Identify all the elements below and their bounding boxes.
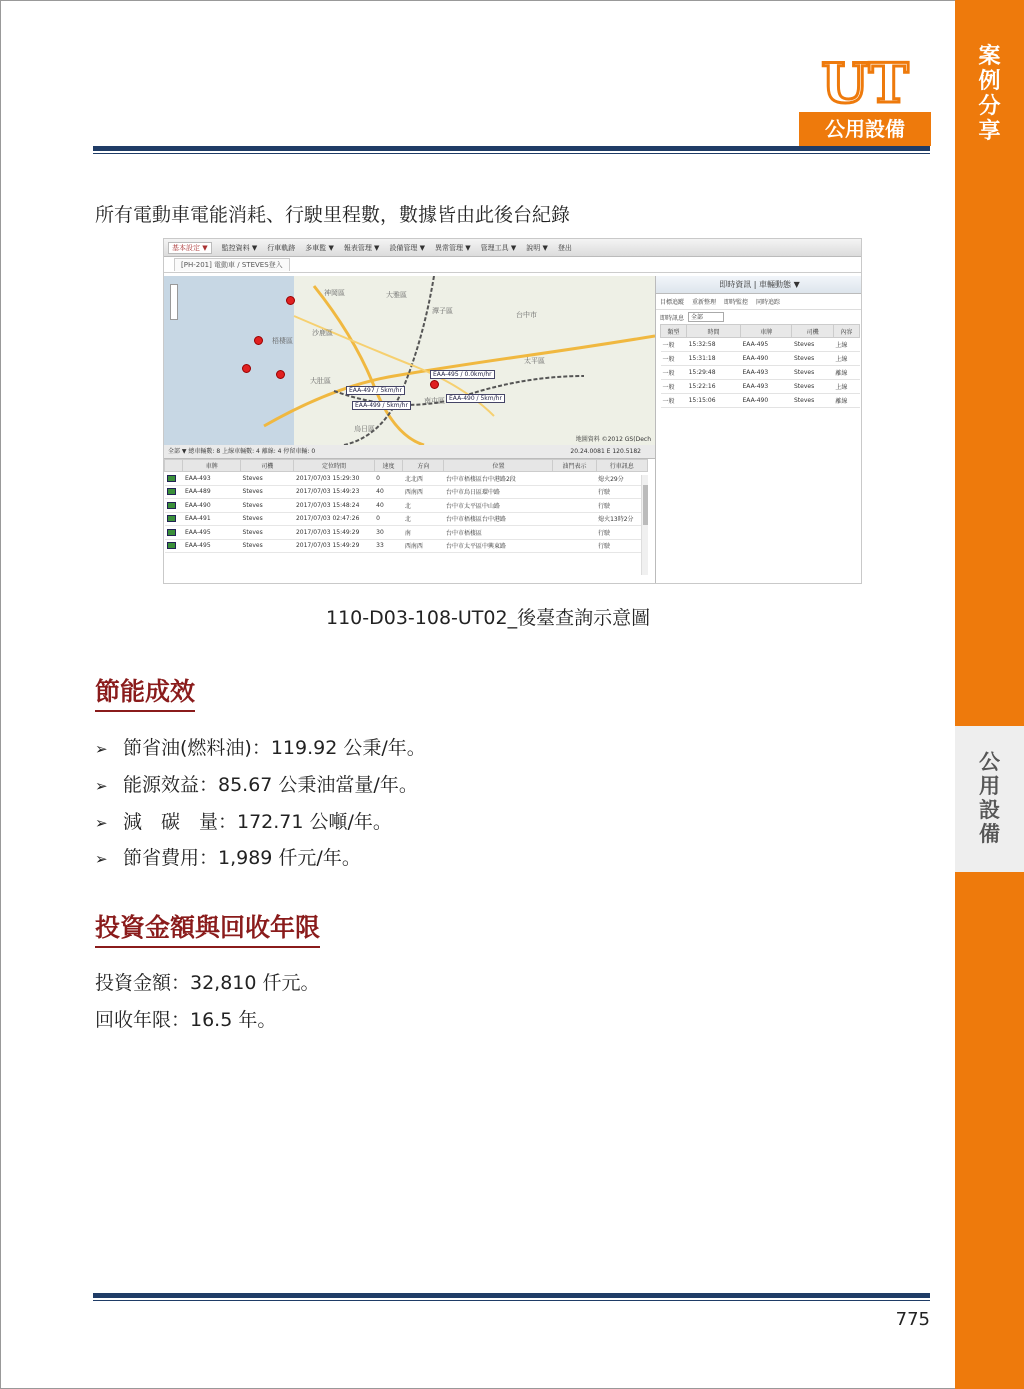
cell: 行駛: [596, 526, 647, 540]
cell: 一般: [661, 338, 687, 352]
cell: Steves: [241, 512, 294, 526]
menu-item[interactable]: 多車監 ▼: [305, 243, 334, 252]
list-item: [95, 807, 392, 834]
menu-item[interactable]: 報表管理 ▼: [343, 243, 380, 252]
cell: [553, 512, 596, 526]
cell: 行駛: [596, 499, 647, 513]
vehicle-icon: [167, 542, 176, 549]
list-item: [95, 843, 361, 870]
cell: Steves: [241, 526, 294, 540]
cell: 離線: [833, 394, 859, 408]
realtime-toolbar: [656, 294, 862, 310]
arrow-bullet-icon: ➢: [95, 740, 108, 758]
cell: EAA-495: [741, 338, 792, 352]
cell: 40: [374, 499, 403, 513]
map-label: 烏日區: [354, 425, 375, 433]
cursor-coordinates: 20.24.0081 E 120.5182: [570, 448, 641, 455]
vehicle-icon: [167, 502, 176, 509]
list-status-bar: [164, 445, 655, 459]
map-pin[interactable]: [242, 364, 251, 373]
column-header[interactable]: 時間: [687, 325, 741, 338]
ut-logo: [803, 56, 927, 110]
table-row[interactable]: [165, 526, 648, 540]
menu-item[interactable]: 行車軌跡: [267, 243, 296, 252]
logo-text: UT: [821, 56, 909, 110]
cell: 2017/07/03 15:48:24: [294, 499, 374, 513]
cell: Steves: [792, 394, 833, 408]
cell: 0: [374, 472, 403, 486]
figure-caption: 110-D03-108-UT02_後臺查詢示意圖: [326, 607, 651, 629]
menu-item[interactable]: 異常管理 ▼: [435, 243, 471, 252]
menu-item[interactable]: 管理工具 ▼: [480, 243, 517, 252]
cell: EAA-489: [183, 485, 241, 499]
cell: 北: [403, 512, 444, 526]
sidebar-char: 備: [979, 822, 1000, 846]
cell: 15:22:16: [687, 380, 741, 394]
intro-text: 所有電動車電能消耗、行駛里程數，數據皆由此後台紀錄: [95, 204, 571, 226]
map-roads: [164, 276, 655, 445]
vehicle-marker[interactable]: EAA-490 / 5km/hr: [446, 394, 505, 403]
cell: 2017/07/03 15:29:30: [294, 472, 374, 486]
menu-item[interactable]: 基本設定 ▼: [168, 242, 212, 254]
map-pin[interactable]: [276, 370, 285, 379]
section-title-investment: 投資金額與回收年限: [95, 908, 320, 948]
cell: [553, 472, 596, 486]
cell: 離線: [833, 366, 859, 380]
table-row[interactable]: [165, 499, 648, 513]
cell: 台中市梧棲區台中港路: [444, 512, 553, 526]
header-rule: [93, 146, 930, 151]
map-label: 沙鹿區: [312, 329, 333, 337]
cell: 熄火29分: [596, 472, 647, 486]
cell: 西南西: [403, 485, 444, 499]
arrow-bullet-icon: ➢: [95, 814, 108, 832]
menu-item[interactable]: 登出: [557, 243, 572, 252]
cell: EAA-495: [183, 539, 241, 553]
investment-amount: 投資金額：32,810 仟元。: [95, 972, 320, 994]
map-label: 南屯區: [424, 397, 445, 405]
category-badge: 公用設備: [799, 112, 931, 146]
menu-item[interactable]: 監控資料 ▼: [221, 243, 258, 252]
cell: 台中市梧棲區台中港路2段: [444, 472, 553, 486]
realtime-table: [660, 324, 860, 408]
column-header[interactable]: 速度: [374, 460, 403, 472]
cell: EAA-493: [741, 366, 792, 380]
column-header[interactable]: 位置: [444, 460, 553, 472]
header-rule-thin: [93, 153, 930, 154]
cell: 熄火13時2分: [596, 512, 647, 526]
column-header: [165, 460, 183, 472]
cell: 北: [403, 499, 444, 513]
column-header[interactable]: 定位時間: [294, 460, 374, 472]
map-label: 梧棲區: [272, 337, 293, 345]
arrow-bullet-icon: ➢: [95, 850, 108, 868]
map-label: 太平區: [524, 357, 545, 365]
list-summary: 全部 ▼ 總車輛數: 8 上線車輛數: 4 離線: 4 停留車輛: 0: [168, 448, 316, 455]
scroll-thumb[interactable]: [643, 485, 648, 525]
cell: [553, 539, 596, 553]
map-pin[interactable]: [430, 380, 439, 389]
bullet-text: 節省油(燃料油)：119.92 公秉/年。: [123, 737, 426, 759]
cell: 台中市烏日區環中路: [444, 485, 553, 499]
map-pin[interactable]: [286, 296, 295, 305]
sidebar-char: 設: [979, 798, 1000, 822]
table-row[interactable]: [661, 380, 860, 394]
table-row[interactable]: [661, 338, 860, 352]
column-header[interactable]: 類型: [661, 325, 687, 338]
sidebar-char: 分: [978, 94, 1001, 119]
table-row[interactable]: [165, 539, 648, 553]
realtime-panel: [655, 276, 862, 584]
cell: 上線: [833, 338, 859, 352]
cell: 上線: [833, 380, 859, 394]
table-row[interactable]: [165, 485, 648, 499]
column-header[interactable]: 司機: [241, 460, 294, 472]
section-title-savings: 節能成效: [95, 672, 195, 712]
cell: EAA-493: [741, 380, 792, 394]
cell: Steves: [792, 380, 833, 394]
cell: Steves: [241, 499, 294, 513]
cell: 一般: [661, 366, 687, 380]
arrow-bullet-icon: ➢: [95, 777, 108, 795]
app-tab[interactable]: [PH-201] 電動車 / STEVES登入: [174, 258, 290, 271]
table-row[interactable]: [661, 366, 860, 380]
column-header[interactable]: 車牌: [183, 460, 241, 472]
column-header[interactable]: 車牌: [741, 325, 792, 338]
map-pin[interactable]: [254, 336, 263, 345]
list-item: [95, 733, 426, 760]
vehicle-marker[interactable]: EAA-499 / 5km/hr: [352, 401, 411, 410]
toolbar-button[interactable]: 目標追蹤: [660, 299, 685, 306]
cell: EAA-490: [183, 499, 241, 513]
cell: EAA-495: [183, 526, 241, 540]
cell: 南: [403, 526, 444, 540]
map-view[interactable]: [164, 276, 655, 445]
map-label: 神岡區: [324, 289, 345, 297]
table-row[interactable]: [165, 472, 648, 486]
cell: 一般: [661, 394, 687, 408]
map-label: 台中市: [516, 311, 537, 319]
filter-select[interactable]: 全部: [688, 312, 724, 322]
toolbar-button[interactable]: 即時監控: [724, 299, 749, 306]
list-item: [95, 770, 418, 797]
cell: 30: [374, 526, 403, 540]
cell: EAA-491: [183, 512, 241, 526]
sidebar-char: 案: [978, 44, 1001, 69]
cell: Steves: [241, 472, 294, 486]
cell: 台中市梧棲區: [444, 526, 553, 540]
map-label: 大肚區: [310, 377, 331, 385]
table-row[interactable]: [661, 352, 860, 366]
column-header[interactable]: 方向: [403, 460, 444, 472]
vehicle-icon: [167, 529, 176, 536]
footer-rule: [93, 1293, 930, 1298]
cell: EAA-493: [183, 472, 241, 486]
realtime-filter: [656, 310, 862, 324]
cell: 一般: [661, 352, 687, 366]
toolbar-button[interactable]: 重新整理: [692, 299, 717, 306]
vehicle-icon: [167, 488, 176, 495]
app-tab-strip: [164, 257, 861, 273]
vehicle-marker[interactable]: EAA-497 / 5km/hr: [346, 386, 405, 395]
cell: 33: [374, 539, 403, 553]
cell: 台中市太平區中興東路: [444, 539, 553, 553]
cell: 2017/07/03 15:49:29: [294, 526, 374, 540]
vehicle-marker[interactable]: EAA-495 / 0.0km/hr: [430, 370, 495, 379]
cell: 一般: [661, 380, 687, 394]
cell: 2017/07/03 15:49:29: [294, 539, 374, 553]
bullet-text: 減 碳 量：172.71 公噸/年。: [123, 811, 392, 833]
backend-screenshot: [163, 238, 862, 584]
cell: 2017/07/03 15:49:23: [294, 485, 374, 499]
filter-label: 即時訊息: [660, 314, 685, 322]
cell: Steves: [241, 539, 294, 553]
cell: 15:15:06: [687, 394, 741, 408]
cell: Steves: [792, 338, 833, 352]
vehicle-list: [164, 445, 655, 584]
column-header[interactable]: 行車訊息: [596, 460, 647, 472]
cell: 15:29:48: [687, 366, 741, 380]
cell: EAA-490: [741, 394, 792, 408]
app-menu-bar: [164, 239, 861, 257]
map-copyright: 地圖資料 ©2012 GS(Dech: [575, 436, 651, 443]
payback-period: 回收年限：16.5 年。: [95, 1009, 277, 1031]
cell: 行駛: [596, 539, 647, 553]
cell: 北北西: [403, 472, 444, 486]
menu-item[interactable]: 說明 ▼: [526, 243, 548, 252]
bullet-text: 能源效益：85.67 公秉油當量/年。: [123, 774, 418, 796]
column-header[interactable]: 內容: [833, 325, 859, 338]
map-label: 大雅區: [386, 291, 407, 299]
cell: 2017/07/03 02:47:26: [294, 512, 374, 526]
cell: 40: [374, 485, 403, 499]
cell: 15:32:58: [687, 338, 741, 352]
table-row[interactable]: [661, 394, 860, 408]
cell: 行駛: [596, 485, 647, 499]
cell: [553, 499, 596, 513]
cell: 上線: [833, 352, 859, 366]
cell: 西南西: [403, 539, 444, 553]
cell: Steves: [792, 352, 833, 366]
menu-item[interactable]: 設備管理 ▼: [389, 243, 426, 252]
cell: EAA-490: [741, 352, 792, 366]
map-label: 潭子區: [432, 307, 453, 315]
sidebar-category-label: [955, 750, 1024, 846]
sidebar-char: 用: [979, 774, 1000, 798]
sidebar-char: 公: [979, 750, 1000, 774]
vehicle-icon: [167, 515, 176, 522]
sidebar-orange: [955, 0, 1024, 1389]
cell: Steves: [792, 366, 833, 380]
column-header[interactable]: 油門表示: [553, 460, 596, 472]
cell: 台中市太平區中山路: [444, 499, 553, 513]
footer-rule-thin: [93, 1300, 930, 1301]
list-scrollbar[interactable]: [641, 475, 648, 575]
page-number: 775: [895, 1309, 930, 1330]
cell: [553, 526, 596, 540]
realtime-title[interactable]: 即時資訊 | 車輛動態 ▼: [656, 276, 862, 294]
sidebar-char: 享: [978, 119, 1001, 144]
cell: Steves: [241, 485, 294, 499]
cell: [553, 485, 596, 499]
cell: 0: [374, 512, 403, 526]
vehicle-icon: [167, 475, 176, 482]
toolbar-button[interactable]: 同時追踪: [756, 299, 781, 306]
sidebar-char: 例: [978, 69, 1001, 94]
cell: 15:31:18: [687, 352, 741, 366]
bullet-text: 節省費用：1,989 仟元/年。: [123, 847, 361, 869]
sidebar-case-label: [955, 44, 1024, 144]
table-row[interactable]: [165, 512, 648, 526]
vehicle-table: [164, 459, 648, 553]
column-header[interactable]: 司機: [792, 325, 833, 338]
